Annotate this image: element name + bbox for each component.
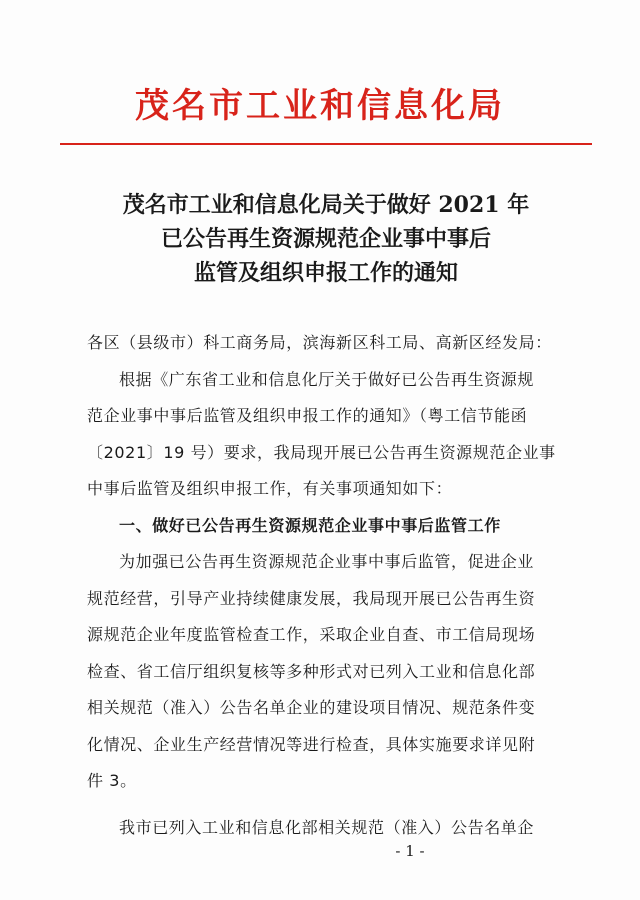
letterhead-red-rule [60, 143, 592, 145]
paragraph-line: 中事后监管及组织申报工作，有关事项通知如下： [87, 479, 453, 498]
section-heading: 一、做好已公告再生资源规范企业事中事后监管工作 [119, 515, 501, 535]
paragraph-line: 〔2021〕19 号）要求，我局现开展已公告再生资源规范企业事 [87, 442, 556, 462]
document-body [87, 325, 567, 846]
title-line: 已公告再生资源规范企业事中事后 [160, 226, 491, 252]
addressee-line: 各区（县级市）科工商务局，滨海新区科工局、高新区经发局： [87, 333, 552, 352]
paragraph-line: 规范经营，引导产业持续健康发展，我局现开展已公告再生资 [87, 588, 536, 608]
paragraph-line: 我市已列入工业和信息化部相关规范（准入）公告名单企 [119, 817, 535, 837]
organization-letterhead: 茂名市工业和信息化局 [135, 86, 505, 126]
paragraph-line: 范企业事中事后监管及组织申报工作的通知》（粤工信节能函 [87, 406, 528, 425]
paragraph-line: 根据《广东省工业和信息化厅关于做好已公告再生资源规 [119, 369, 535, 389]
title-line: 监管及组织申报工作的通知 [193, 260, 458, 286]
paragraph-line: 化情况、企业生产经营情况等进行检查，具体实施要求详见附 [87, 734, 536, 754]
paragraph-line: 为加强已公告再生资源规范企业事中事后监管，促进企业 [119, 552, 535, 571]
paragraph-line: 源规范企业年度监管检查工作，采取企业自查、市工信局现场 [87, 625, 536, 644]
paragraph-line: 件 3。 [87, 771, 137, 790]
page-number: - 1 - [395, 842, 425, 860]
paragraph-spacer [87, 800, 567, 810]
title-line: 茂名市工业和信息化局关于做好 2021 年 [122, 192, 530, 218]
paragraph-line: 检查、省工信厅组织复核等多种形式对已列入工业和信息化部 [87, 661, 536, 681]
paragraph-line: 相关规范（准入）公告名单企业的建设项目情况、规范条件变 [87, 698, 536, 717]
document-title [60, 188, 592, 290]
